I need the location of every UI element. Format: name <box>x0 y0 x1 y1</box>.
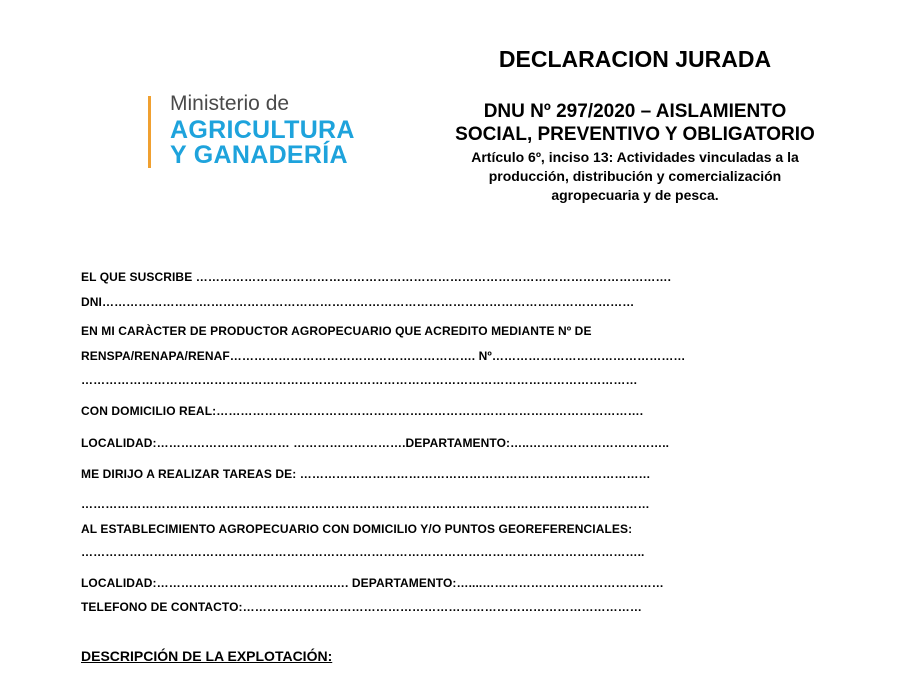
form-line-dni: DNI…………………………………………………………………………………………………………………… <box>81 295 635 309</box>
form-line-locality-department-1: LOCALIDAD:…………………………… ……………………….DEPARTAMENTO:…..…………………………….. <box>81 436 670 450</box>
form-line-renspa: RENSPA/RENAPA/RENAF……………………………………………………. Nº………………………………………… <box>81 349 686 363</box>
logo-livestock-text: Y GANADERÍA <box>170 141 348 169</box>
form-line-tasks: ME DIRIJO A REALIZAR TAREAS DE: …………………………………………………………………………… <box>81 467 651 481</box>
form-line-domicile: CON DOMICILIO REAL:……………………………………………………………………………………………. <box>81 404 644 418</box>
logo-ministry-text: Ministerio de <box>170 92 290 115</box>
article-line1: Artículo 6º, inciso 13: Actividades vinculadas a la <box>471 149 799 165</box>
form-line-phone: TELEFONO DE CONTACTO:……………………………………………………………………………………… <box>81 600 642 614</box>
form-line-blank-3: ………………………………………………………………………………………………………………………….. <box>81 545 645 559</box>
article-line3: agropecuaria y de pesca. <box>551 187 719 203</box>
document-title: DECLARACION JURADA <box>498 46 772 72</box>
logo-agriculture-text: AGRICULTURA <box>170 116 355 144</box>
form-line-establishment: AL ESTABLECIMIENTO AGROPECUARIO CON DOMICILIO Y/O PUNTOS GEOREFERENCIALES: <box>81 522 633 536</box>
form-line-blank-2: …………………………………………………………………………………………………………………………… <box>81 497 650 511</box>
section-heading-exploitation: DESCRIPCIÓN DE LA EXPLOTACIÓN: <box>81 648 333 664</box>
article-line2: producción, distribución y comercialización <box>488 168 782 184</box>
form-line-blank-1: ………………………………………………………………………………………………………………………… <box>81 373 638 387</box>
decree-subtitle-line2: SOCIAL, PREVENTIVO Y OBLIGATORIO <box>455 124 815 145</box>
form-line-locality-department-2: LOCALIDAD:……………………………………..…. DEPARTAMENTO:…....……………………………………… <box>81 576 664 590</box>
form-line-signer: EL QUE SUSCRIBE ………………………………………………………………………………………………………. <box>81 270 672 284</box>
logo-accent-bar <box>148 96 151 168</box>
decree-subtitle-line1: DNU Nº 297/2020 – AISLAMIENTO <box>483 101 787 122</box>
form-line-producer-character: EN MI CARÀCTER DE PRODUCTOR AGROPECUARIO QUE ACREDITO MEDIANTE Nº DE <box>81 324 592 338</box>
